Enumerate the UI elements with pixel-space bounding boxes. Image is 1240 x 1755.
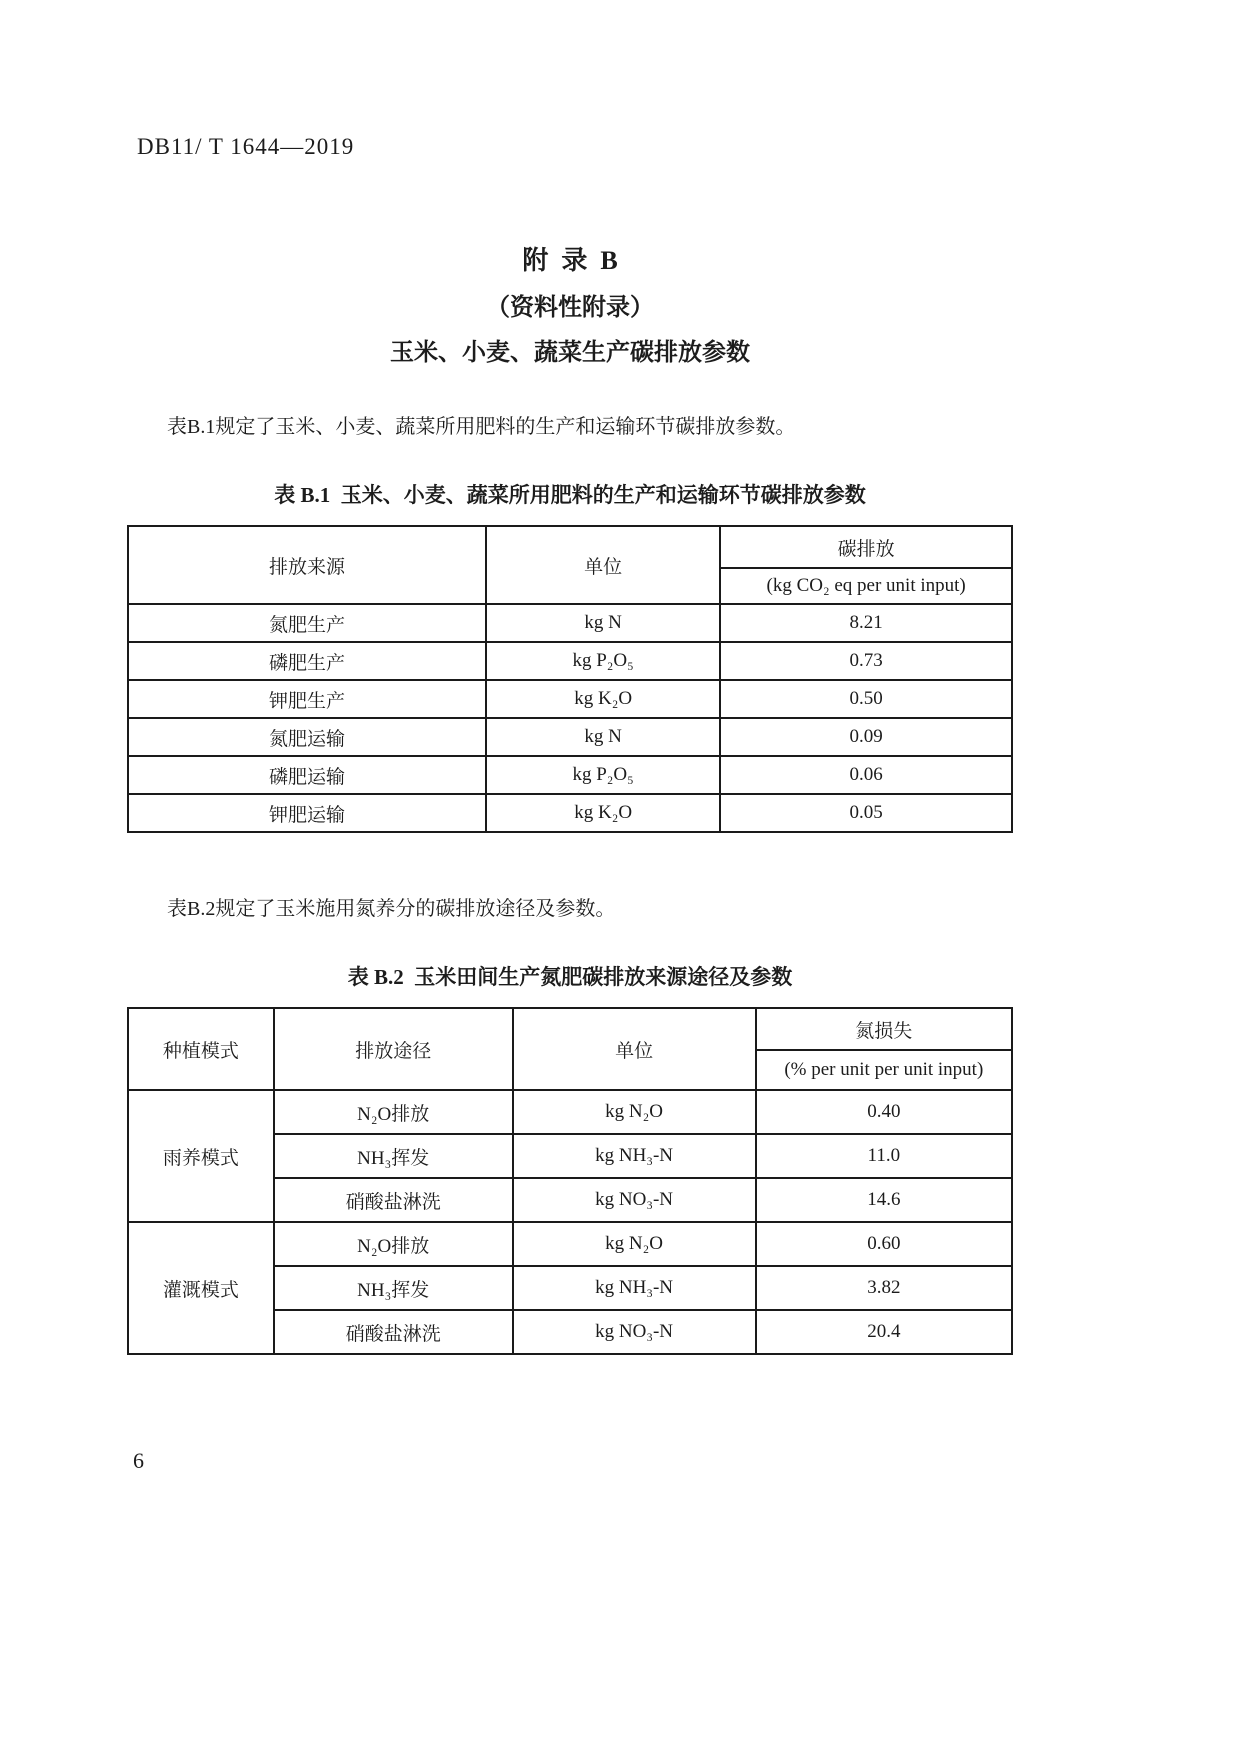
table-row <box>128 604 1012 642</box>
table-cell-value: 0.40 <box>756 1090 1012 1134</box>
table-cell-value: 14.6 <box>756 1178 1012 1222</box>
appendix-topic-title: 玉米、小麦、蔬菜生产碳排放参数 <box>390 340 750 366</box>
table-cell-mode: 灌溉模式 <box>128 1222 274 1354</box>
table-b1 <box>127 525 1013 833</box>
table-cell-pathway: N₂O排放 <box>274 1090 513 1134</box>
table-cell-unit: kg N₂O <box>513 1222 756 1266</box>
table-cell-unit: kg NH₃-N <box>513 1134 756 1178</box>
table-row <box>128 794 1012 832</box>
table-cell-unit: kg P₂O₅ <box>486 642 720 680</box>
table-cell-value: 0.06 <box>720 756 1012 794</box>
table-row <box>128 1008 1012 1050</box>
table-cell-unit: kg N <box>486 604 720 642</box>
table-cell-pathway: NH₃挥发 <box>274 1266 513 1310</box>
table-cell-value: 0.50 <box>720 680 1012 718</box>
table-b1-header-source: 排放来源 <box>128 526 486 604</box>
table-cell-value: 20.4 <box>756 1310 1012 1354</box>
table-cell-unit: kg NH₃-N <box>513 1266 756 1310</box>
table-row <box>128 526 1012 568</box>
table-cell-value: 11.0 <box>756 1134 1012 1178</box>
table-cell-source: 磷肥生产 <box>128 642 486 680</box>
table-cell-unit: kg P₂O₅ <box>486 756 720 794</box>
table-b1-header-unit: 单位 <box>486 526 720 604</box>
table-b1-caption: 表 B.1 玉米、小麦、蔬菜所用肥料的生产和运输环节碳排放参数 <box>274 483 866 507</box>
table-row <box>128 718 1012 756</box>
table-cell-unit: kg K₂O <box>486 680 720 718</box>
table-row <box>128 680 1012 718</box>
table-b1-header-emission: 碳排放 <box>720 526 1012 568</box>
table-b2-caption: 表 B.2 玉米田间生产氮肥碳排放来源途径及参数 <box>347 965 793 989</box>
table-b2-header-mode: 种植模式 <box>128 1008 274 1090</box>
table-b2 <box>127 1007 1013 1355</box>
table-cell-source: 钾肥生产 <box>128 680 486 718</box>
table-row <box>128 1090 1012 1134</box>
table-cell-source: 氮肥生产 <box>128 604 486 642</box>
paragraph-table-b2-intro: 表B.2规定了玉米施用氮养分的碳排放途径及参数。 <box>167 898 616 920</box>
table-cell-pathway: 硝酸盐淋洗 <box>274 1310 513 1354</box>
table-b2-header-pathway: 排放途径 <box>274 1008 513 1090</box>
table-cell-value: 0.60 <box>756 1222 1012 1266</box>
table-cell-unit: kg K₂O <box>486 794 720 832</box>
page-number: 6 <box>133 1448 144 1473</box>
table-cell-unit: kg NO₃-N <box>513 1178 756 1222</box>
paragraph-table-b1-intro: 表B.1规定了玉米、小麦、蔬菜所用肥料的生产和运输环节碳排放参数。 <box>167 416 796 438</box>
standard-number-header: DB11/ T 1644—2019 <box>137 134 355 159</box>
appendix-title: 附 录 B <box>522 246 618 275</box>
appendix-subtitle: （资料性附录） <box>486 295 654 321</box>
table-row <box>128 756 1012 794</box>
table-row <box>128 1222 1012 1266</box>
table-b1-header-emission-unit: (kg CO₂ eq per unit input) <box>720 568 1012 604</box>
table-cell-unit: kg N₂O <box>513 1090 756 1134</box>
table-cell-mode: 雨养模式 <box>128 1090 274 1222</box>
table-cell-source: 磷肥运输 <box>128 756 486 794</box>
table-b2-header-unit: 单位 <box>513 1008 756 1090</box>
table-cell-value: 0.05 <box>720 794 1012 832</box>
table-cell-unit: kg N <box>486 718 720 756</box>
table-cell-pathway: NH₃挥发 <box>274 1134 513 1178</box>
table-cell-unit: kg NO₃-N <box>513 1310 756 1354</box>
table-cell-value: 0.73 <box>720 642 1012 680</box>
table-cell-value: 8.21 <box>720 604 1012 642</box>
table-cell-pathway: 硝酸盐淋洗 <box>274 1178 513 1222</box>
table-cell-source: 钾肥运输 <box>128 794 486 832</box>
page-content <box>127 0 1013 1355</box>
table-b2-header-loss: 氮损失 <box>756 1008 1012 1050</box>
table-b2-header-loss-unit: (% per unit per unit input) <box>756 1050 1012 1090</box>
table-row <box>128 642 1012 680</box>
table-cell-value: 0.09 <box>720 718 1012 756</box>
table-cell-value: 3.82 <box>756 1266 1012 1310</box>
table-cell-source: 氮肥运输 <box>128 718 486 756</box>
table-cell-pathway: N₂O排放 <box>274 1222 513 1266</box>
